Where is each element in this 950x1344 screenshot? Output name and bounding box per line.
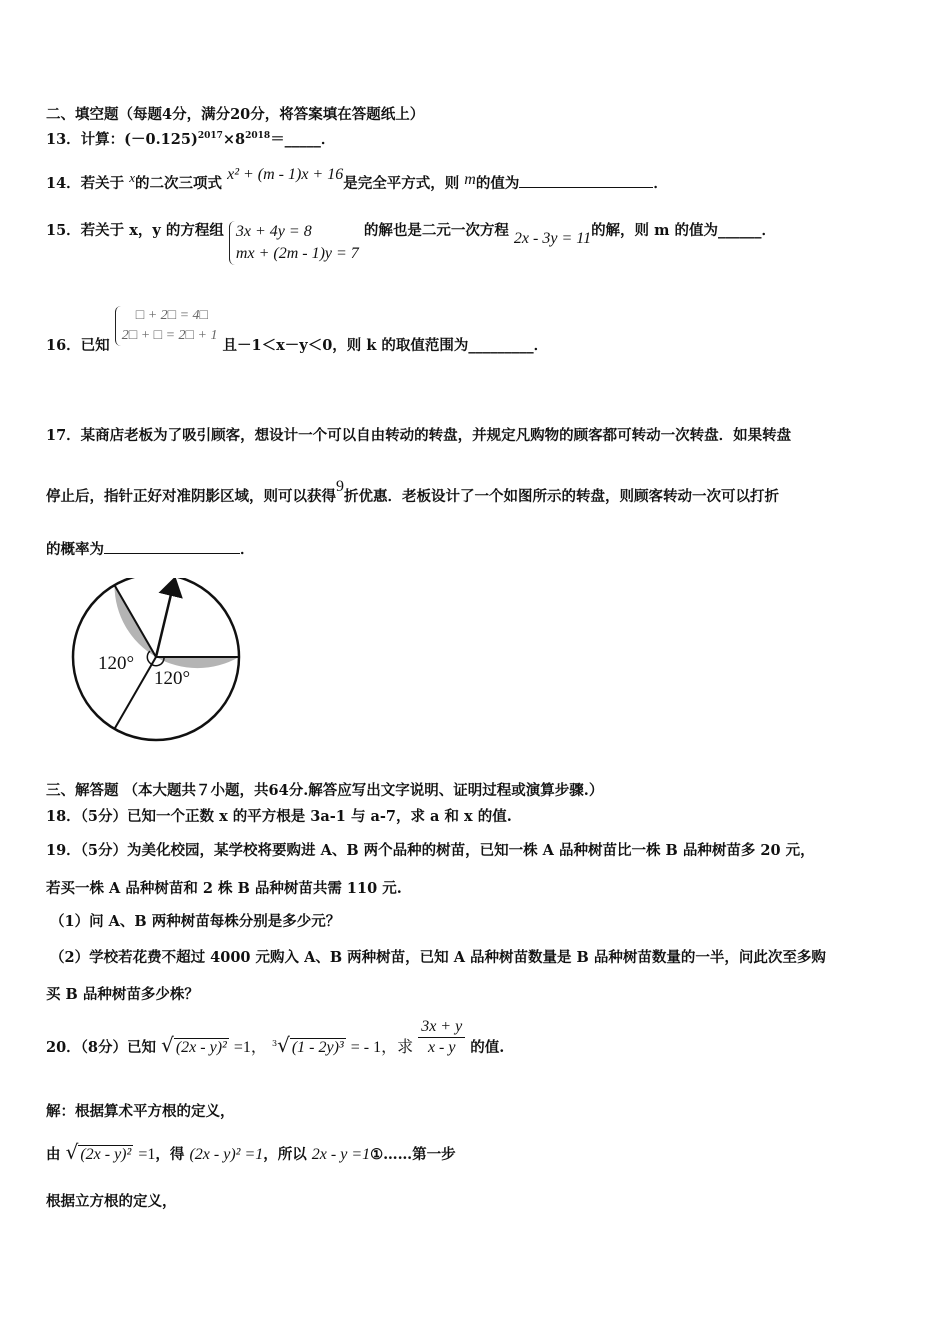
q20-cbrt-radicand: (1 - 2y)³ (291, 1038, 344, 1056)
q20-suffix: 的值. (470, 1038, 505, 1056)
solution-line-1: 解：根据算术平方根的定义， (46, 1103, 235, 1120)
q16-prefix: 16．已知 (46, 337, 110, 354)
solution-l2-mid2: ，所以 (263, 1146, 307, 1163)
q13-exponent-2: 2018 (245, 131, 271, 142)
q17-line-1: 17．某商店老板为了吸引顾客，想设计一个可以自由转动的转盘，并规定凡购物的顾客都可转动一次转盘．如果转盘 (46, 427, 792, 444)
solution-line-3: 根据立方根的定义， (46, 1193, 177, 1210)
q13-mid: ×8 (222, 131, 246, 148)
q15-equation-3: 2x - 3y = 11 (513, 230, 592, 247)
divider-line-top (115, 585, 157, 657)
q19-sub-1: （1）问 A、B 两种树苗每株分别是多少元？ (50, 913, 341, 930)
q14-expression: x² + (m - 1)x + 16 (227, 166, 344, 183)
q14-var-x: x (129, 170, 136, 185)
q20-fraction-numerator: 3x + y (418, 1017, 465, 1038)
q14-end: ． (653, 175, 668, 192)
question-13 (46, 128, 335, 149)
q16-equation-system (115, 306, 218, 346)
q19-line-1: 19．（5分）为美化校园，某学校将要购进 A、B 两个品种的树苗，已知一株 A 品种树苗比一株 B 品种树苗多 20 元， (46, 842, 815, 859)
q20-sqrt: √ (2x - y)² (161, 1032, 227, 1057)
q15-suffix: 的解，则 m 的值为______． (591, 222, 777, 239)
q20-fraction-denominator: x - y (427, 1039, 456, 1056)
section-3-heading: 三、解答题 （本大题共７小题，共64分.解答应写出文字说明、证明过程或演算步骤.） (46, 782, 604, 799)
q14-var-m: m (464, 171, 476, 188)
solution-l2-expr3: 2x - y =1 (311, 1146, 371, 1163)
q15-equation-system (229, 221, 359, 265)
question-18: 18．（5分）已知一个正数 x 的平方根是 3a-1 与 a-7，求 a 和 x 的值. (46, 808, 512, 825)
q20-cbrt: $^3$√ (1 - 2y)³ (271, 1032, 344, 1057)
q14-answer-blank (519, 173, 653, 188)
solution-line-2 (46, 1140, 456, 1164)
q20-eq1: =1， (233, 1038, 267, 1056)
solution-l2-suffix: ①……第一步 (370, 1146, 456, 1163)
q17-answer-blank (104, 539, 240, 554)
q16-suffix: 且－1＜x－y＜0，则 k 的取值范围为_________． (222, 337, 549, 354)
q14-suffix: 的值为 (475, 175, 520, 192)
q17-discount: 9 (336, 478, 344, 495)
q20-sqrt-radicand: (2x - y)² (175, 1038, 227, 1056)
q17-line-2 (46, 478, 779, 506)
question-14 (46, 166, 668, 193)
q19-sub-2a: （2）学校若花费不超过 4000 元购入 A、B 两种树苗，已知 A 品种树苗数量是 B 品种树苗数量的一半，问此次至多购 (50, 949, 826, 966)
solution-sqrt-radicand: (2x - y)² (80, 1146, 132, 1163)
q20-prefix: 20．（8分）已知 (46, 1038, 157, 1056)
q17-line-3-end: ． (240, 541, 255, 558)
solution-sqrt: √ (2x - y)² (65, 1140, 132, 1164)
section-2-heading: 二、填空题（每题4分，满分20分，将答案填在答题纸上） (46, 106, 425, 123)
q16-equation-2: 2□ + □ = 2□ + 1 (121, 328, 218, 343)
q14-mid: 的二次三项式 (135, 175, 223, 192)
question-20 (46, 1017, 504, 1058)
q17-line-3-text: 的概率为 (46, 541, 104, 558)
q14-mid2: 是完全平方式，则 (343, 175, 460, 192)
question-16 (46, 306, 549, 354)
q17-line-3 (46, 538, 255, 559)
q20-fraction (418, 1017, 465, 1058)
q20-eq2: = - 1，求 (350, 1038, 414, 1056)
q17-line-2b: 折优惠．老板设计了一个如图所示的转盘，则顾客转动一次可以打折 (344, 488, 779, 505)
solution-l2-expr2: (2x - y)² =1 (189, 1146, 264, 1163)
q13-prefix: 13．计算：(－0.125) (46, 131, 198, 148)
q17-line-2a: 停止后，指针正好对准阴影区域，则可以获得 (46, 488, 336, 505)
q15-prefix: 15．若关于 x，y 的方程组 (46, 222, 224, 239)
q14-prefix: 14．若关于 (46, 175, 125, 192)
spinner-figure (70, 578, 250, 748)
solution-l2-eq: =1 (138, 1146, 156, 1163)
q19-line-2: 若买一株 A 品种树苗和 2 株 B 品种树苗共需 110 元. (46, 880, 402, 897)
q13-exponent-1: 2017 (197, 131, 223, 142)
angle-label-bottom: 120° (154, 668, 191, 689)
spinner-pointer-arrow (156, 586, 173, 657)
q19-sub-2b: 买 B 品种树苗多少株？ (46, 986, 199, 1003)
q15-equation-2: mx + (2m - 1)y = 7 (235, 245, 359, 262)
question-15 (46, 221, 776, 265)
solution-l2-prefix: 由 (46, 1146, 61, 1163)
q15-mid: 的解也是二元一次方程 (363, 222, 509, 239)
angle-label-left: 120° (98, 653, 135, 674)
q15-equation-1: 3x + 4y = 8 (235, 223, 312, 240)
solution-l2-mid: ，得 (155, 1146, 185, 1163)
q16-equation-1: □ + 2□ = 4□ (135, 308, 209, 323)
q13-suffix: ＝_____． (270, 131, 336, 148)
